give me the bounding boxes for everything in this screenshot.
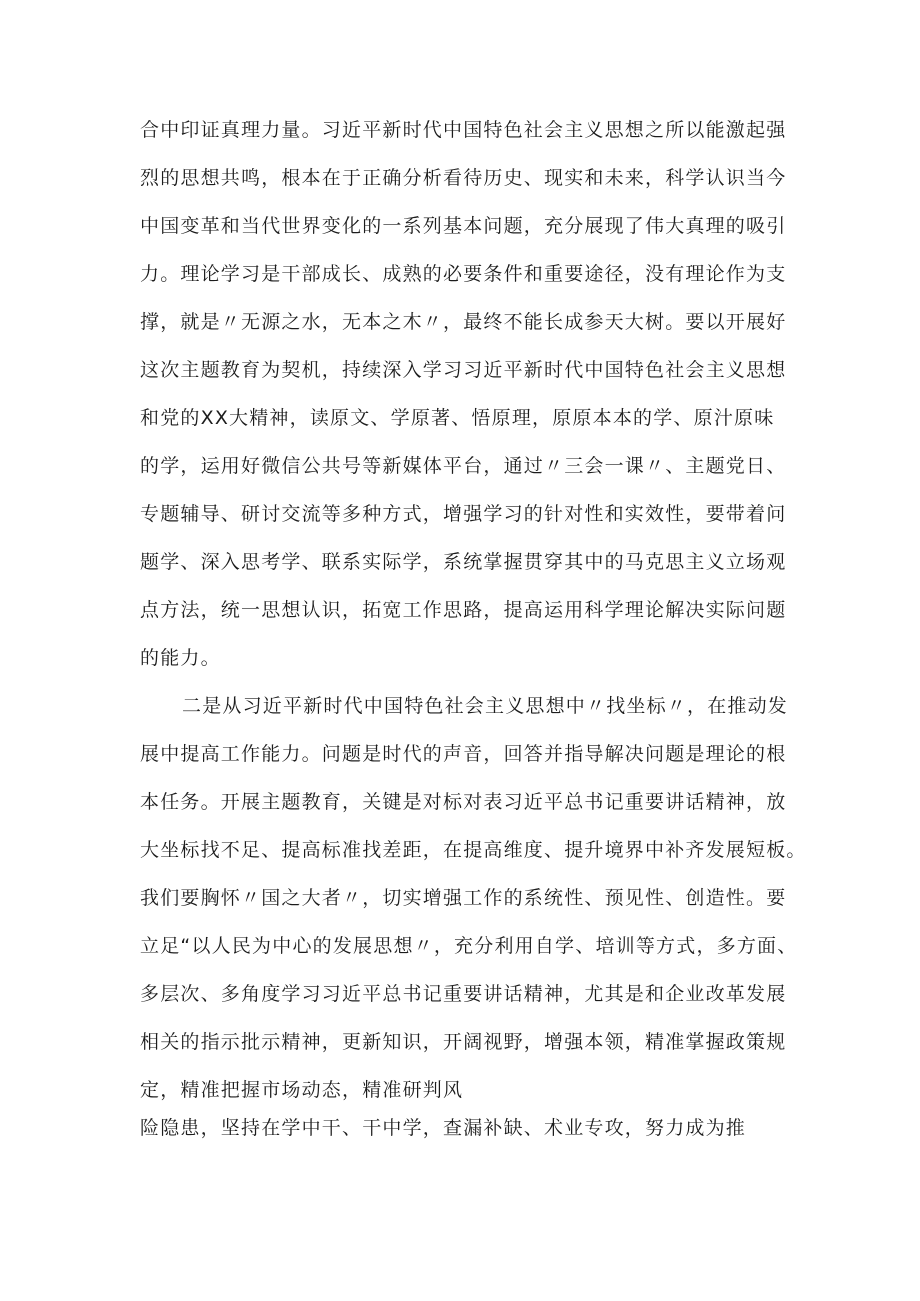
- text-line: 险隐患，坚持在学中干、干中学，查漏补缺、术业专攻，努力成为推: [140, 1117, 747, 1139]
- text-line: 合中印证真理力量。习近平新时代中国特色社会主义思想之所以能激起强: [140, 119, 787, 141]
- text-line: 题学、深入思考学、联系实际学，系统掌握贯穿其中的马克思主义立场观: [140, 551, 787, 573]
- text-line: 专题辅导、研讨交流等多种方式，增强学习的针对性和实效性，要带着问: [140, 503, 787, 525]
- text-line: 这次主题教育为契机，持续深入学习习近平新时代中国特色社会主义思想: [140, 359, 787, 381]
- text-line: 的能力。: [140, 647, 221, 669]
- text-line: 的学，运用好微信公共号等新媒体平台，通过〃三会一课〃、主题党日、: [140, 455, 787, 477]
- text-line: 和党的XX大精神，读原文、学原著、悟原理，原原本本的学、原汁原味: [140, 407, 775, 429]
- text-line: 烈的思想共鸣，根本在于正确分析看待历史、现实和未来，科学认识当今: [140, 167, 787, 189]
- text-line: 力。理论学习是干部成长、成熟的必要条件和重要途径，没有理论作为支: [140, 263, 787, 285]
- text-line: 相关的指示批示精神，更新知识，开阔视野，增强本领，精准掌握政策规: [140, 1031, 787, 1053]
- text-line: 撑，就是〃无源之水，无本之木〃，最终不能长成参天大树。要以开展好: [140, 311, 787, 333]
- text-line: 多层次、多角度学习习近平总书记重要讲话精神，尤其是和企业改革发展: [140, 983, 787, 1005]
- text-line: 中国变革和当代世界变化的一系列基本问题，充分展现了伟大真理的吸引: [140, 215, 787, 237]
- text-line: 定，精准把握市场动态，精准研判风: [140, 1079, 464, 1101]
- text-line: 展中提高工作能力。问题是时代的声音，回答并指导解决问题是理论的根: [140, 743, 787, 765]
- text-line: 本任务。开展主题教育，关键是对标对表习近平总书记重要讲话精神，放: [140, 791, 787, 813]
- text-line: 我们要胸怀〃国之大者〃，切实增强工作的系统性、预见性、创造性。要: [140, 887, 787, 909]
- text-line: 点方法，统一思想认识，拓宽工作思路，提高运用科学理论解决实际问题: [140, 599, 787, 621]
- text-line: 大坐标找不足、提高标准找差距，在提高维度、提升境界中补齐发展短板。: [140, 839, 807, 861]
- text-line: 立足“以人民为中心的发展思想〃，充分利用自学、培训等方式，多方面、: [140, 935, 798, 957]
- paragraph-first-line: 二是从习近平新时代中国特色社会主义思想中〃找坐标〃，在推动发: [182, 695, 789, 717]
